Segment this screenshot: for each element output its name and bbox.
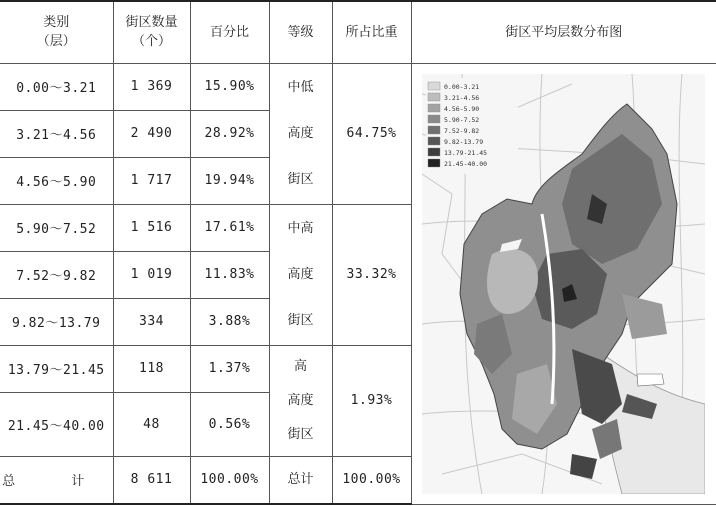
share-cell: 64.75% xyxy=(332,63,411,204)
floor-distribution-map xyxy=(422,74,705,494)
percent-cell: 3.88% xyxy=(190,298,269,345)
grade-cell: 中低 高度 街区 xyxy=(269,63,332,204)
count-cell: 48 xyxy=(113,392,190,456)
grade-cell: 高 高度 街区 xyxy=(269,345,332,456)
legend-swatch xyxy=(428,115,440,123)
count-cell: 1 717 xyxy=(113,157,190,204)
map-legend xyxy=(426,78,518,174)
range-cell: 3.21～4.56 xyxy=(0,110,113,157)
header-row xyxy=(0,1,716,63)
range-cell: 13.79～21.45 xyxy=(0,345,113,392)
range-cell: 5.90～7.52 xyxy=(0,204,113,251)
grade-cell: 中高 高度 街区 xyxy=(269,204,332,345)
legend-swatch xyxy=(428,104,440,112)
share-cell: 1.93% xyxy=(332,345,411,456)
map-cell xyxy=(411,63,716,504)
legend-label: 9.82-13.79 xyxy=(444,137,484,146)
range-cell: 4.56～5.90 xyxy=(0,157,113,204)
legend-label: 5.90-7.52 xyxy=(444,115,480,124)
count-cell: 118 xyxy=(113,345,190,392)
legend-swatch xyxy=(428,148,440,156)
header-count: 街区数量 （个） xyxy=(113,1,190,63)
header-category: 类别 （层） xyxy=(0,1,113,63)
legend-swatch xyxy=(428,137,440,145)
total-percent: 100.00% xyxy=(190,456,269,504)
percent-cell: 28.92% xyxy=(190,110,269,157)
legend-swatch xyxy=(428,126,440,134)
legend-label: 3.21-4.56 xyxy=(444,93,480,102)
legend-swatch xyxy=(428,93,440,101)
legend-swatch xyxy=(428,159,440,167)
percent-cell: 1.37% xyxy=(190,345,269,392)
legend-label: 4.56-5.90 xyxy=(444,104,480,113)
count-cell: 1 369 xyxy=(113,63,190,110)
legend-label: 21.45-40.00 xyxy=(444,159,488,168)
count-cell: 1 516 xyxy=(113,204,190,251)
total-grade: 总计 xyxy=(269,456,332,504)
count-cell: 1 019 xyxy=(113,251,190,298)
legend-label: 7.52-9.82 xyxy=(444,126,480,135)
legend-label: 0.00-3.21 xyxy=(444,82,480,91)
percent-cell: 19.94% xyxy=(190,157,269,204)
header-percent: 百分比 xyxy=(190,1,269,63)
total-count: 8 611 xyxy=(113,456,190,504)
header-share: 所占比重 xyxy=(332,1,411,63)
map-svg xyxy=(422,74,705,494)
count-cell: 334 xyxy=(113,298,190,345)
range-cell: 9.82～13.79 xyxy=(0,298,113,345)
range-cell: 21.45～40.00 xyxy=(0,392,113,456)
table-row xyxy=(0,63,716,110)
percent-cell: 0.56% xyxy=(190,392,269,456)
percent-cell: 15.90% xyxy=(190,63,269,110)
range-cell: 7.52～9.82 xyxy=(0,251,113,298)
total-label: 总 计 xyxy=(0,456,113,504)
share-cell: 33.32% xyxy=(332,204,411,345)
range-cell: 0.00～3.21 xyxy=(0,63,113,110)
percent-cell: 17.61% xyxy=(190,204,269,251)
total-share: 100.00% xyxy=(332,456,411,504)
header-map-title: 街区平均层数分布图 xyxy=(411,1,716,63)
legend-swatch xyxy=(428,82,440,90)
count-cell: 2 490 xyxy=(113,110,190,157)
header-grade: 等级 xyxy=(269,1,332,63)
percent-cell: 11.83% xyxy=(190,251,269,298)
legend-label: 13.79-21.45 xyxy=(444,148,488,157)
